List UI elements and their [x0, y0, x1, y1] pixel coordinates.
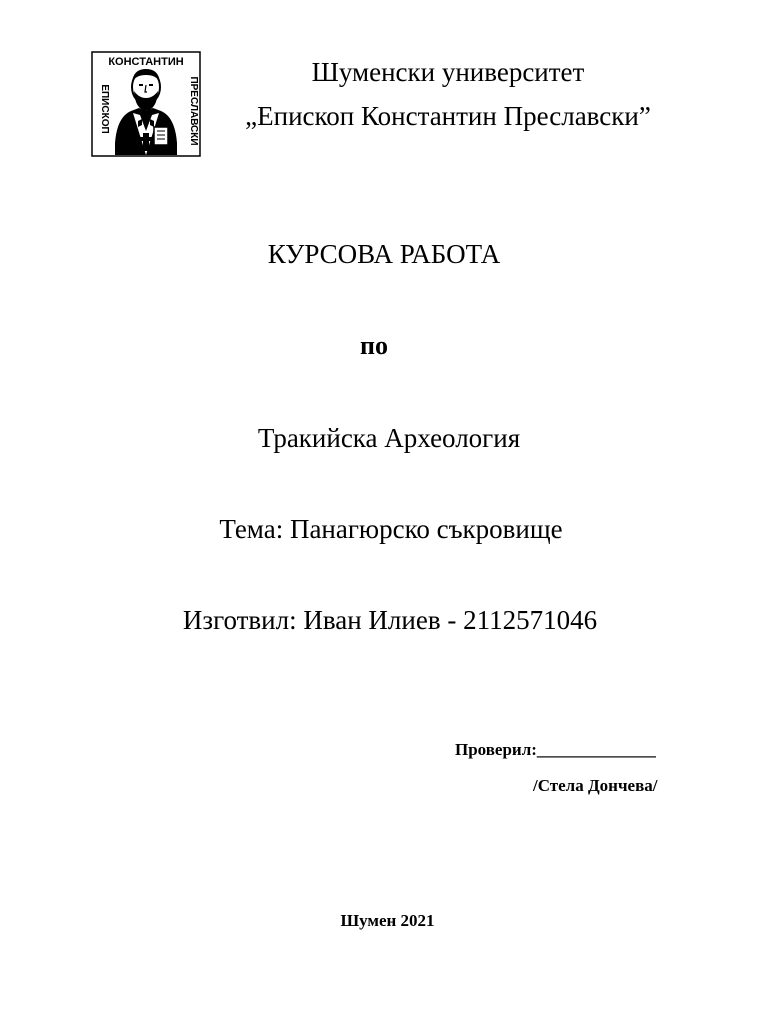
subject-line: Тракийска Археология — [257, 423, 521, 453]
university-name: „Епископ Константин Преславски” — [245, 101, 651, 131]
preposition-line: по — [360, 331, 388, 360]
document-title: КУРСОВА РАБОТА — [267, 239, 501, 269]
university-seal-icon — [91, 51, 201, 157]
checker-name: /Стела Дончева/ — [533, 776, 658, 795]
seal-text-left: ЕПИСКОП — [99, 84, 110, 134]
seal-text-top: КОНСТАНТИН — [108, 56, 184, 68]
place-year: Шумен 2021 — [340, 911, 435, 930]
theme-line: Тема: Панагюрско съкровище — [219, 514, 563, 544]
seal-text-right: ПРЕСЛАВСКИ — [188, 76, 199, 146]
university-title: Шуменски университет — [311, 57, 585, 87]
author-line: Изготвил: Иван Илиев - 2112571046 — [182, 605, 598, 635]
checked-by-line: Проверил:______________ — [455, 740, 656, 759]
